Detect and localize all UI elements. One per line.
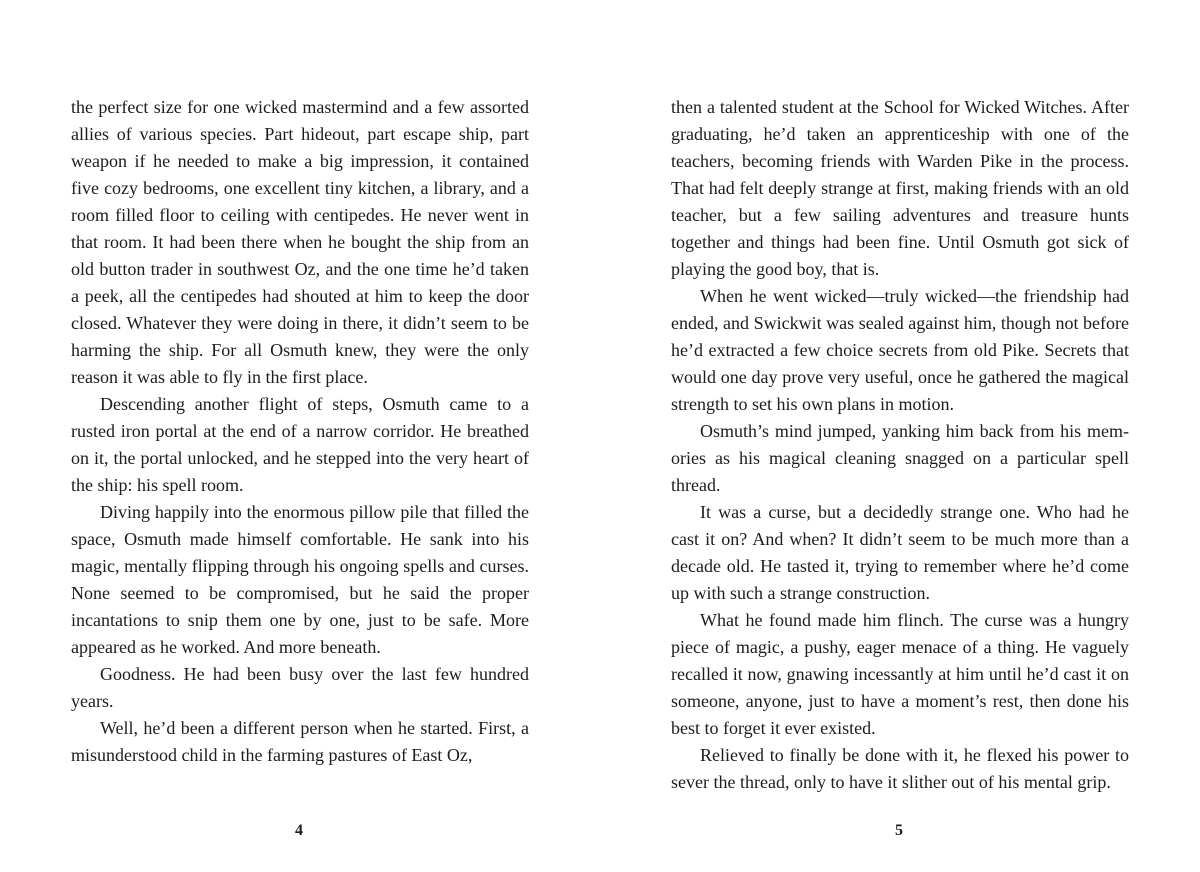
paragraph: Descending another flight of steps, Osmuth came to a rusted iron portal at the end of a narrow corridor. He breathed on it, the portal unlocked, and he stepped into the very heart of the ship: his spell room. (71, 394, 529, 495)
page-number-left: 4 (295, 822, 303, 839)
paragraph: Osmuth’s mind jumped, yanking him back from his memories as his magical cleaning snagged on a particular spell thread. (671, 421, 1129, 495)
page-number-right: 5 (895, 822, 903, 839)
paragraph: Diving happily into the enormous pillow pile that filled the space, Osmuth made himself comfortable. He sank into his magic, mentally flipping through his ongoing spells and curses. None seemed to be compromised, but he said the proper incantations to snip them one by one, just to be safe. More appeared as he worked. And more beneath. (71, 502, 529, 657)
paragraph: then a talented student at the School for Wicked Witches. After graduating, he’d taken an apprenticeship with one of the teachers, becoming friends with Warden Pike in the process. That had felt deeply strange at first, making friends with an old teacher, but a few sailing adventures and treasure hunts together and things had been fine. Until Osmuth got sick of playing the good boy, that is. (671, 97, 1129, 279)
paragraph: Relieved to finally be done with it, he flexed his power to sever the thread, only to have it slither out of his mental grip. (671, 745, 1129, 792)
paragraph: What he found made him flinch. The curse was a hungry piece of magic, a pushy, eager menace of a thing. He vaguely recalled it now, gnawing incessantly at him until he’d cast it on someone, anyone, just to have a moment’s rest, then done his best to forget it ever existed. (671, 610, 1129, 738)
left-page (71, 94, 529, 769)
paragraph: It was a curse, but a decidedly strange one. Who had he cast it on? And when? It didn’t seem to be much more than a decade old. He tasted it, trying to remember where he’d come up with such a strange construction. (671, 502, 1129, 603)
paragraph: Well, he’d been a different person when he started. First, a misunderstood child in the farming pastures of East Oz, (71, 718, 529, 765)
right-page (671, 94, 1129, 796)
paragraph: When he went wicked—truly wicked—the friendship had ended, and Swickwit was sealed against him, though not before he’d extracted a few choice secrets from old Pike. Secrets that would one day prove very useful, once he gathered the magical strength to set his own plans in motion. (671, 286, 1129, 414)
paragraph: Goodness. He had been busy over the last few hundred years. (71, 664, 529, 711)
paragraph: the perfect size for one wicked mastermind and a few assorted allies of various species. Part hideout, part escape ship, part weapon if he needed to make a big impression, it contained five cozy bedrooms, one excellent tiny kitchen, a library, and a room filled floor to ceiling with centipedes. He never went in that room. It had been there when he bought the ship from an old button trader in southwest Oz, and the one time he’d taken a peek, all the centipedes had shouted at him to keep the door closed. Whatever they were doing in there, it didn’t seem to be harming the ship. For all Osmuth knew, they were the only reason it was able to fly in the first place. (71, 97, 529, 387)
